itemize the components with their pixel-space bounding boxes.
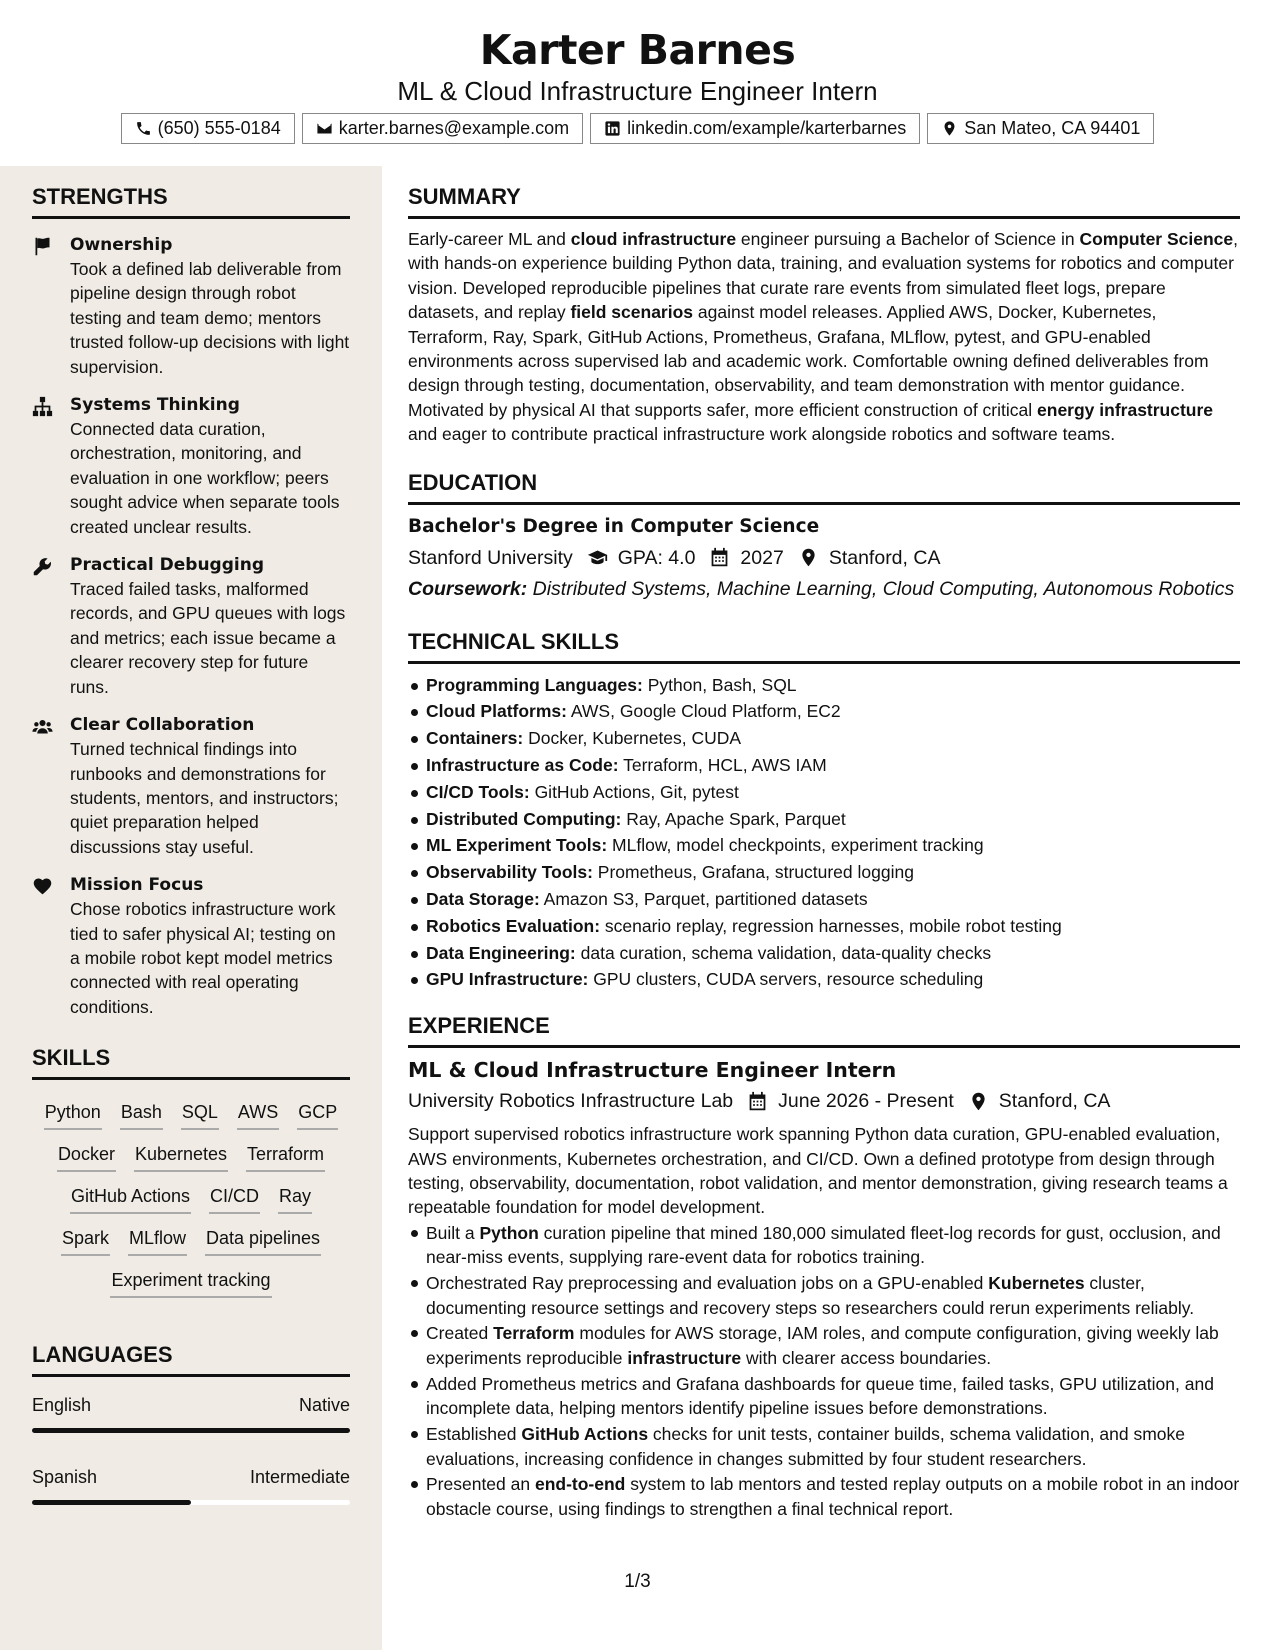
technical-skill-item: Infrastructure as Code: Terraform, HCL, AWS IAM	[408, 752, 1240, 779]
language-bar-fill	[32, 1428, 350, 1433]
coursework-list: Distributed Systems, Machine Learning, Cloud Computing, Autonomous Robotics	[527, 577, 1235, 600]
skills-heading: SKILLS	[32, 1027, 350, 1080]
language-item	[32, 1391, 350, 1433]
contact-bar	[0, 113, 1275, 144]
job-summary: Support supervised robotics infrastructure work spanning Python data curation, GPU-enabled evaluation, AWS environments, Kubernetes orchestration, and CI/CD. Own a defined prototype from design through testing, observability, documentation, robot validation, and mentor demonstration, giving research teams a repeatable foundation for model development.	[408, 1124, 1228, 1218]
strength-item	[32, 233, 350, 379]
map-pin-icon	[941, 120, 958, 137]
skill-chip: GCP	[297, 1099, 338, 1130]
technical-skill-item: ML Experiment Tools: MLflow, model checkpoints, experiment tracking	[408, 832, 1240, 859]
contact-email[interactable]	[302, 113, 583, 144]
job-org: University Robotics Infrastructure Lab	[408, 1090, 734, 1113]
technical-skill-item: GPU Infrastructure: GPU clusters, CUDA servers, resource scheduling	[408, 966, 1240, 993]
strength-text: Turned technical findings into runbooks and demonstrations for students, mentors, and instructors; quiet preparation helped discussions stay useful.	[70, 739, 339, 857]
job-bullet: Presented an end-to-end system to lab mentors and tested replay outputs on a mobile robot in an indoor obstacle course, using findings to strengthen a final technical report.	[408, 1472, 1240, 1521]
skill-chip: Data pipelines	[205, 1225, 321, 1256]
phone-icon	[135, 120, 152, 137]
strength-item	[32, 393, 350, 539]
skill-chip: Experiment tracking	[110, 1267, 271, 1298]
technical-skill-item: Data Engineering: data curation, schema validation, data-quality checks	[408, 940, 1240, 967]
technical-skill-item: Data Storage: Amazon S3, Parquet, partitioned datasets	[408, 886, 1240, 913]
technical-skill-item: Programming Languages: Python, Bash, SQL	[408, 672, 1240, 699]
language-bar-fill	[32, 1500, 191, 1505]
school-name: Stanford University	[408, 546, 573, 569]
strength-title: Clear Collaboration	[70, 715, 255, 736]
technical-skill-item: Robotics Evaluation: scenario replay, regression harnesses, mobile robot testing	[408, 913, 1240, 940]
skill-chip: CI/CD	[209, 1183, 260, 1214]
skill-chip: Docker	[57, 1141, 116, 1172]
experience-heading: EXPERIENCE	[408, 995, 1240, 1048]
candidate-name: Karter Barnes	[479, 26, 796, 74]
education-location: Stanford, CA	[828, 546, 941, 569]
strengths-heading: STRENGTHS	[32, 166, 350, 219]
strength-text: Connected data curation, orchestration, monitoring, and evaluation in one workflow; peers sought advice when separate tools created unclear results.	[70, 419, 340, 537]
users-icon	[32, 716, 53, 737]
skills-chips	[32, 1080, 350, 1298]
flag-icon	[32, 236, 53, 257]
contact-email-text: karter.barnes@example.com	[338, 118, 570, 138]
graduation-cap-icon	[587, 547, 608, 568]
job-bullets	[408, 1221, 1240, 1521]
skill-chip: SQL	[181, 1099, 219, 1130]
language-bar	[32, 1500, 350, 1505]
skill-chip: Terraform	[246, 1141, 325, 1172]
technical-skill-item: Containers: Docker, Kubernetes, CUDA	[408, 725, 1240, 752]
technical-skills-heading: TECHNICAL SKILLS	[408, 611, 1240, 664]
strength-title: Practical Debugging	[70, 555, 264, 576]
summary-text: Early-career ML and cloud infrastructure engineer pursuing a Bachelor of Science in Computer Science, with hands-on experience building Python data, training, and evaluation systems for robotics and computer vision. Developed reproducible pipelines that curate rare events from simulated fleet logs, prepare datasets, and replay field scenarios against model releases. Applied AWS, Docker, Kubernetes, Terraform, Ray, Spark, GitHub Actions, Prometheus, Grafana, MLflow, pytest, and GPU-enabled environments across supervised lab and academic work. Comfortable owning defined deliverables from design through testing, documentation, observability, and team demonstration with mentor guidance. Motivated by physical AI that supports safer, more efficient construction of critical energy infrastructure and eager to contribute practical infrastructure work alongside robotics and software teams.	[408, 229, 1239, 445]
skill-chip: AWS	[237, 1099, 279, 1130]
job-meta	[408, 1086, 1240, 1116]
resume-header	[0, 0, 1275, 144]
coursework	[408, 577, 1240, 601]
envelope-icon	[316, 120, 333, 137]
strength-text: Traced failed tasks, malformed records, and GPU queues with logs and metrics; each issue became a clearer recovery step for future runs.	[70, 579, 346, 697]
contact-phone-text: (650) 555-0184	[157, 118, 281, 138]
gpa: GPA: 4.0	[617, 546, 696, 569]
calendar-icon	[709, 547, 730, 568]
map-pin-icon	[968, 1091, 989, 1112]
job-bullet: Added Prometheus metrics and Grafana dashboards for queue time, failed tasks, GPU utilization, and incomplete data, helping mentors identify pipeline issues before demonstrations.	[408, 1372, 1240, 1421]
language-level: Native	[298, 1395, 350, 1416]
graduation-year: 2027	[740, 546, 784, 569]
education-heading: EDUCATION	[408, 452, 1240, 505]
job-bullet: Built a Python curation pipeline that mined 180,000 simulated fleet-log records for gust, occlusion, and near-miss events, supplying rare-event data for robotics training.	[408, 1221, 1240, 1270]
contact-linkedin[interactable]	[590, 113, 920, 144]
languages-heading: LANGUAGES	[32, 1324, 350, 1377]
strength-title: Ownership	[70, 235, 173, 255]
skill-chip: GitHub Actions	[70, 1183, 191, 1214]
contact-location-text: San Mateo, CA 94401	[964, 118, 1141, 138]
skill-chip: MLflow	[128, 1225, 187, 1256]
calendar-icon	[747, 1091, 768, 1112]
job-dates: June 2026 - Present	[778, 1090, 954, 1113]
coursework-label: Coursework:	[408, 577, 528, 600]
technical-skills-list	[408, 672, 1240, 994]
language-bar	[32, 1428, 350, 1433]
page-number: 1/3	[624, 1571, 651, 1592]
language-level: Intermediate	[249, 1467, 350, 1488]
skill-chip: Spark	[61, 1225, 110, 1256]
education-meta	[408, 543, 1240, 573]
contact-location	[927, 113, 1154, 144]
map-pin-icon	[798, 547, 819, 568]
language-name: English	[32, 1395, 92, 1416]
summary-heading: SUMMARY	[408, 166, 1240, 219]
strength-title: Systems Thinking	[70, 395, 240, 416]
degree-title: Bachelor's Degree in Computer Science	[408, 515, 820, 537]
strength-item	[32, 553, 350, 699]
strength-item	[32, 873, 350, 1019]
technical-skill-item: Distributed Computing: Ray, Apache Spark, Parquet	[408, 806, 1240, 833]
job-location: Stanford, CA	[998, 1090, 1111, 1113]
strength-item	[32, 713, 350, 859]
skill-chip: Bash	[120, 1099, 163, 1130]
candidate-title: ML & Cloud Infrastructure Engineer Intern	[397, 76, 878, 106]
language-name: Spanish	[32, 1467, 98, 1488]
linkedin-icon	[604, 120, 621, 137]
strength-text: Took a defined lab deliverable from pipeline design through robot testing and team demo; mentors trusted follow-up decisions with light supervision.	[70, 259, 350, 377]
technical-skill-item: Cloud Platforms: AWS, Google Cloud Platform, EC2	[408, 698, 1240, 725]
sidebar	[0, 166, 382, 1650]
skill-chip: Python	[44, 1099, 102, 1130]
language-item	[32, 1463, 350, 1505]
skill-chip: Kubernetes	[134, 1141, 228, 1172]
strength-text: Chose robotics infrastructure work tied to safer physical AI; testing on a mobile robot kept model metrics connected with real operating conditions.	[70, 899, 336, 1017]
technical-skill-item: Observability Tools: Prometheus, Grafana, structured logging	[408, 859, 1240, 886]
skill-chip: Ray	[278, 1183, 312, 1214]
contact-linkedin-text: linkedin.com/example/karterbarnes	[627, 118, 907, 138]
job-title: ML & Cloud Infrastructure Engineer Intern	[408, 1058, 897, 1083]
job-bullet: Orchestrated Ray preprocessing and evaluation jobs on a GPU-enabled Kubernetes cluster, documenting resource settings and recovery steps so researchers could rerun experiments reliably.	[408, 1271, 1240, 1320]
sitemap-icon	[32, 396, 53, 417]
main-column	[408, 166, 1240, 1523]
contact-phone[interactable]	[121, 113, 295, 144]
job-bullet: Created Terraform modules for AWS storage, IAM roles, and compute configuration, giving weekly lab experiments reproducible infrastructure with clearer access boundaries.	[408, 1321, 1240, 1370]
heart-icon	[32, 876, 53, 897]
technical-skill-item: CI/CD Tools: GitHub Actions, Git, pytest	[408, 779, 1240, 806]
wrench-icon	[32, 556, 53, 577]
strength-title: Mission Focus	[70, 875, 204, 896]
job-bullet: Established GitHub Actions checks for unit tests, container builds, schema validation, and smoke evaluations, increasing confidence in changes submitted by four student researchers.	[408, 1422, 1240, 1471]
